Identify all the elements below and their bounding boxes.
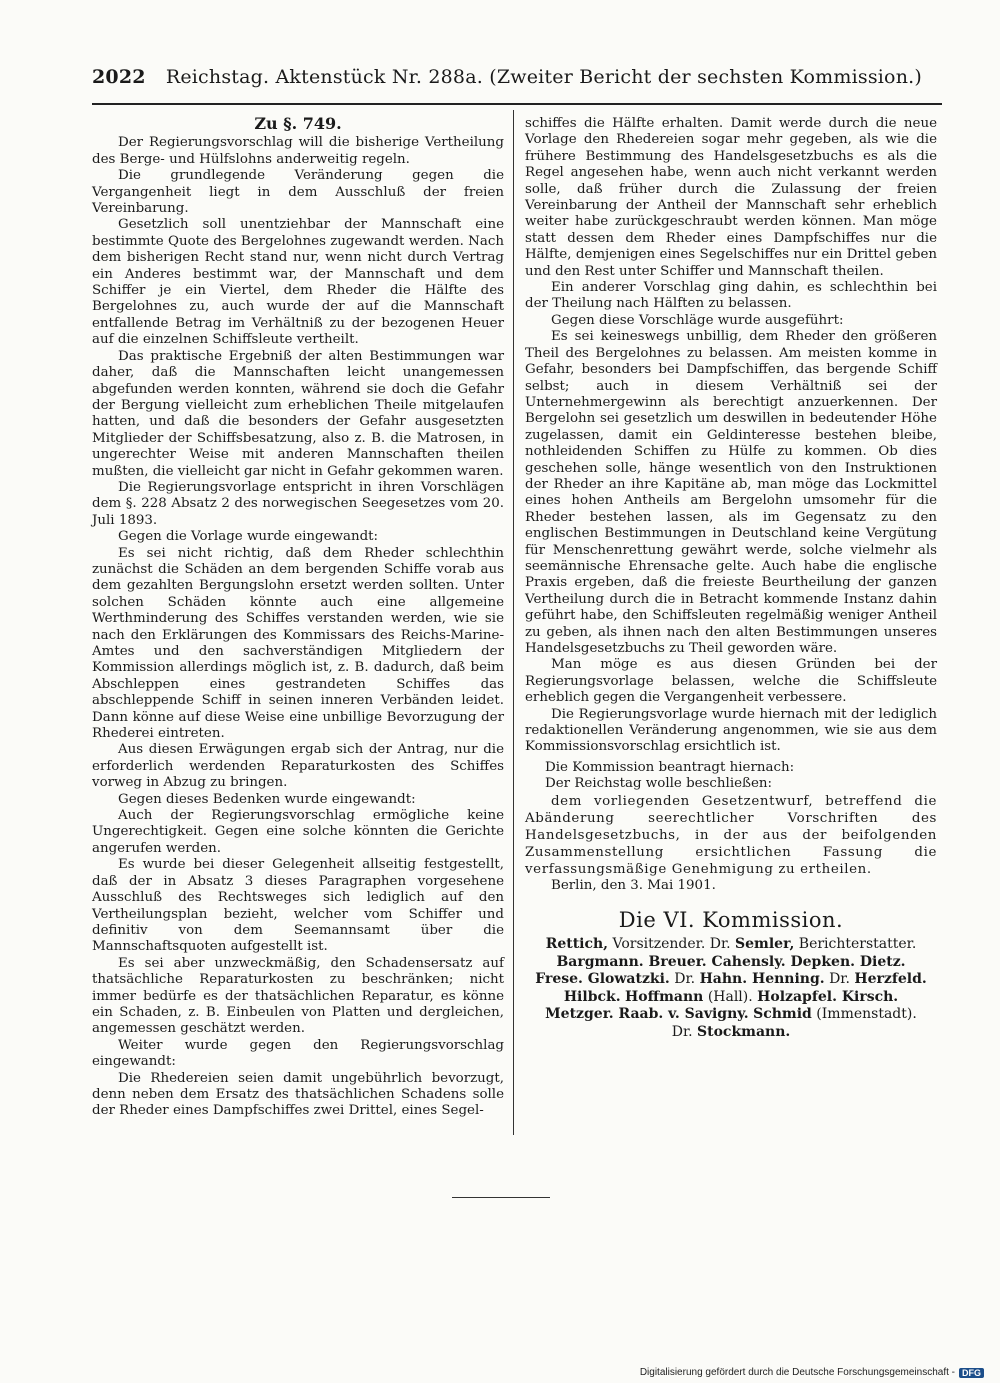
member-line [525,1006,937,1024]
page-number: 2022 [92,66,146,88]
paragraph: Auch der Regierungsvorschlag ermögliche keine Ungerechtigkeit. Gegen eine solche könnten die Gerichte angerufen werden. [92,808,504,856]
member-title: Dr. [671,1023,693,1040]
member-title: Dr. [829,971,850,988]
paragraph: Das praktische Ergebniß der alten Bestimmungen war daher, daß die Mannschaften leicht unangemessen abgefunden werden konnten, während sie doch die Gefahr der Bergung vielleicht zum erheblichen Theile mitgelaufen hatten, und daß die besonders der Gefahr ausgesetzten Mitglieder der Schiffsbesatzung, also z. B. die Matrosen, in ungerechter Weise mit anderen Mannschaften theilen mußten, die vielleicht gar nicht in Gefahr gekommen waren. [92,348,504,479]
paragraph: Es wurde bei dieser Gelegenheit allseitig festgestellt, daß der in Absatz 3 dieses Paragraphen vorgesehene Ausschluß des Rechtsweges sich lediglich auf den Vertheilungsplan bezieht, welcher vom Schiffer und definitiv von dem Seemannsamt über die Mannschaftsquoten aufgestellt ist. [92,857,504,955]
paragraph: Es sei keineswegs unbillig, dem Rheder den größeren Theil des Bergelohnes zu belassen. Am meisten komme in Gefahr, besonders bei Dampfschiffen, das bergende Schiff selbst; auch in diesem Verhältniß sei der Unternehmergewinn als berechtigt anzuerkennen. Der Bergelohn sei gesetzlich um deswillen in bedeutender Höhe zugelassen, damit ein Geldinteresse bestehen bleibe, nothleidenden Schiffen zu Hülfe zu kommen. Ob dies geschehen solle, hänge wesentlich von den Instruktionen der Rheder an ihre Kapitäne ab, man möge das Lockmittel eines hohen Antheils am Bergelohn umsomehr für die Rheder bestehen lassen, als im Gegensatz zu den englischen Bestimmungen in Deutschland keine Vergütung für Menschenrettung gewährt werde, solche vielmehr als seemännische Ehrensache gelte. Auch habe die englische Praxis ergeben, daß die freieste Beurtheilung der ganzen Vertheilung durch die in Betracht kommende Instanz dahin geführt habe, den Schiffsleuten regelmäßig weniger Antheil zu geben, als ihnen nach den alten Bestimmungen unseres Handelsgesetzbuchs zu Theil geworden wäre. [525,329,937,656]
end-rule [452,1197,550,1198]
paragraph: Die Regierungsvorlage entspricht in ihren Vorschlägen dem §. 228 Absatz 2 des norwegischen Seegesetzes vom 20. Juli 1893. [92,479,504,528]
paragraph: Ein anderer Vorschlag ging dahin, es schlechthin bei der Theilung nach Hälften zu belassen. [525,280,937,312]
date-line: Berlin, den 3. Mai 1901. [551,877,716,893]
paragraph: Gegen die Vorlage wurde eingewandt: [118,529,379,545]
member-line [525,989,937,1007]
member-line [525,1024,937,1042]
paragraph: schiffes die Hälfte erhalten. Damit werde durch die neue Vorlage den Rhedereien sogar mehr gegeben, als wie die frühere Bestimmung des Handelsgesetzbuchs es als die Regel angesehen habe, wenn auch nicht verkannt werden solle, daß früher durch die Zulassung der freien Vereinbarung der Antheil der Mannschaft sehr erheblich weiter habe zurückgeschraubt werden können. Man möge statt dessen dem Rheder eines Dampfschiffes nur die Hälfte, demjenigen eines Segelschiffes nur ein Drittel geben und den Rest unter Schiffer und Mannschaft theilen. [525,116,937,279]
paragraph: Aus diesen Erwägungen ergab sich der Antrag, nur die erforderlich werdenden Reparaturkosten des Schiffes vorweg in Abzug zu bringen. [92,742,504,791]
credit-text: Digitalisierung gefördert durch die Deutsche Forschungsgemeinschaft - [639,1367,955,1378]
member-list [525,936,937,1041]
member-name: Stockmann. [697,1023,791,1040]
motion [525,760,937,878]
member-line [525,954,937,972]
paragraph: Die Regierungsvorlage wurde hiernach mit der lediglich redaktionellen Veränderung angenommen, wie sie aus dem Kommissionsvorschlag ersichtlich ist. [525,706,937,755]
running-title: Reichstag. Aktenstück Nr. 288a. (Zweiter Bericht der sechsten Kommission.) [165,66,922,88]
motion-body: dem vorliegenden Gesetzentwurf, betreffend die Abänderung seerechtlicher Vorschriften des Handelsgesetzbuchs, in der aus der beifolgenden Zusammenstellung ersichtlichen Fassung die verfassungsmäßige Genehmigung zu ertheilen. [525,793,937,877]
running-header [92,66,922,88]
paragraph: Gegen dieses Bedenken wurde eingewandt: [118,791,416,807]
member-line [525,971,937,989]
member-names: Frese. Glowatzki. [535,971,670,988]
dfg-logo-icon: DFG [959,1368,984,1378]
digitization-credit [640,1367,984,1378]
member-place: (Immenstadt). [816,1006,917,1023]
member-names: Holzapfel. Kirsch. [757,988,899,1005]
member-name: Herzfeld. [854,971,927,988]
member-names: Bargmann. Breuer. Cahensly. Depken. Dietz. [556,953,906,970]
paragraph: Gegen diese Vorschläge wurde ausgeführt: [551,312,844,328]
member-title: Dr. [674,971,696,988]
paragraph: Der Regierungsvorschlag will die bisherige Vertheilung des Berge- und Hülfslohns anderweitig regeln. [92,135,504,167]
paragraph: Man möge es aus diesen Gründen bei der Regierungsvorlage belassen, welche die Schiffsleute erheblich gegen die Vergangenheit verbessere. [525,657,937,706]
paragraph: Weiter wurde gegen den Regierungsvorschlag eingewandt: [92,1037,504,1070]
paragraph: Es sei nicht richtig, daß dem Rheder schlechthin zunächst die Schäden an dem bergenden Schiffe vorab aus dem gezahlten Bergungslohn ersetzt werden sollten. Unter solchen Schäden könnte auch eine allgemeine Werthminderung des Schiffes verstanden werden, wie sie nach den Erklärungen des Kommissars des Reichs-Marine-Amtes und den sachverständigen Mitgliedern der Kommission allerdings möglich ist, z. B. dadurch, daß beim Abschleppen eines gestrandeten Schiffes das abschleppende Schiff in seinen inneren Verbänden leidet. Dann könne auf diese Weise eine unbillige Bevorzugung der Rhederei eintreten. [92,545,504,742]
header-rule [92,103,942,105]
paragraph: Gesetzlich soll unentziehbar der Mannschaft eine bestimmte Quote des Bergelohnes zugewandt werden. Nach dem bisherigen Recht stand nur, wenn nicht durch Vertrag ein Anderes bestimmt war, der Mannschaft und dem Schiffer je ein Viertel, dem Rheder die Hälfte des Bergelohnes zu, auch wurde der auf die Mannschaft entfallende Betrag im Verhältniß zu der bezogenen Heuer auf die einzelnen Schiffsleute vertheilt. [92,217,504,348]
member-name: Semler, [735,936,795,953]
right-column [525,116,937,1041]
member-role: Berichterstatter. [798,936,917,953]
member-title: Dr. [709,936,731,953]
motion-resolve: Der Reichstag wolle beschließen: [545,776,773,792]
member-name: Hilbck. [563,988,621,1005]
member-role: Vorsitzender. [612,936,706,953]
member-name: Hoffmann [625,988,704,1005]
section-heading: Zu §. 749. [254,114,342,133]
left-column [92,116,504,1120]
member-name: Schmid [753,1006,812,1023]
paragraph: Es sei aber unzweckmäßig, den Schadensersatz auf thatsächliche Reparaturkosten zu beschränken; nicht immer bedürfe es der thatsächlichen Reparatur, es könne ein Schaden, z. B. Einbeulen von Platten und dergleichen, angemessen geschätzt werden. [92,955,504,1037]
member-place: (Hall). [707,988,753,1005]
commission-title: Die VI. Kommission. [618,908,844,933]
member-names: Hahn. Henning. [699,971,825,988]
paragraph: Die grundlegende Veränderung gegen die Vergangenheit liegt in dem Ausschluß der freien Vereinbarung. [92,168,504,217]
member-names: Metzger. Raab. v. Savigny. [545,1006,749,1023]
column-divider [513,110,514,1135]
paragraph: Die Rhedereien seien damit ungebührlich bevorzugt, denn neben dem Ersatz des thatsächlichen Schadens solle der Rheder eines Dampfschiffes zwei Drittel, eines Segel- [92,1070,504,1119]
member-name: Rettich, [545,936,609,953]
member-line [525,936,937,954]
motion-intro: Die Kommission beantragt hiernach: [545,759,795,775]
